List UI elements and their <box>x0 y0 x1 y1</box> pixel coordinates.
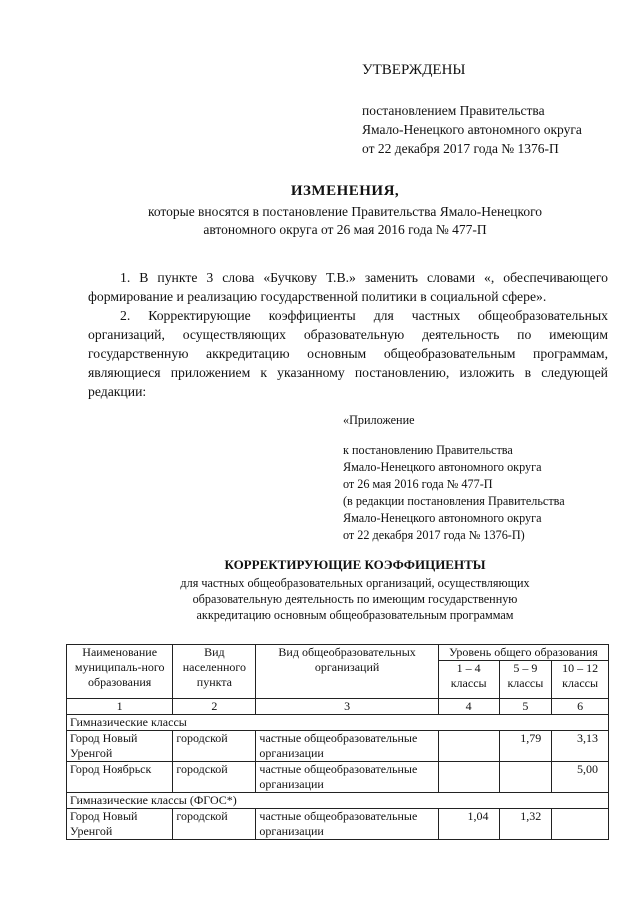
cell-settlement: городской <box>173 762 256 793</box>
header-org-type: Вид общеобразовательных организаций <box>256 645 438 699</box>
appendix-line: Ямало-Ненецкого автономного округа <box>343 511 542 525</box>
table-row <box>67 731 609 762</box>
approval-line: от 22 декабря 2017 года № 1376-П <box>362 141 559 156</box>
column-number: 2 <box>173 699 256 715</box>
coefficients-subtitle-line: образовательную деятельность по имеющим государственную <box>192 592 518 606</box>
coefficients-subtitle-line: для частных общеобразовательных организаций, осуществляющих <box>180 576 530 590</box>
appendix-line: Ямало-Ненецкого автономного округа <box>343 460 542 474</box>
cell-grades-5-9: 1,32 <box>499 809 552 840</box>
approval-title: УТВЕРЖДЕНЫ <box>362 62 466 78</box>
cell-org-type: частные общеобразовательные организации <box>256 731 438 762</box>
changes-subtitle-line: автономного округа от 26 мая 2016 года № 477-П <box>203 222 487 237</box>
changes-subtitle-line: которые вносятся в постановление Правительства Ямало-Ненецкого <box>147 204 543 219</box>
paragraph-1: 1. В пункте 3 слова «Бучкову Т.В.» заменить словами «, обеспечивающего формирование и реализацию государственной политики в социальной сфере». <box>88 270 608 304</box>
section-title: Гимназические классы (ФГОС*) <box>67 793 609 809</box>
header-municipality: Наименование муниципаль-ного образования <box>67 645 173 699</box>
column-number-row <box>67 699 609 715</box>
cell-org-type: частные общеобразовательные организации <box>256 762 438 793</box>
cell-municipality: Город Новый Уренгой <box>67 809 173 840</box>
cell-settlement: городской <box>173 731 256 762</box>
header-grades-1-4: 1 – 4 классы <box>438 661 499 699</box>
appendix-line: (в редакции постановления Правительства <box>343 494 565 508</box>
changes-title: ИЗМЕНЕНИЯ, <box>290 183 400 199</box>
coefficients-title: КОРРЕКТИРУЮЩИЕ КОЭФФИЦИЕНТЫ <box>224 557 486 572</box>
cell-grades-1-4 <box>438 731 499 762</box>
paragraph-2: 2. Корректирующие коэффициенты для частных общеобразовательных организаций, осуществляющих образовательную деятельность по имеющим государственную аккредитацию основным общеобразовательным программам, являющиеся приложением к указанному постановлению, изложить в следующей редакции: <box>88 308 608 399</box>
approval-line: постановлением Правительства <box>362 103 545 118</box>
section-title: Гимназические классы <box>67 715 609 731</box>
cell-settlement: городской <box>173 809 256 840</box>
cell-grades-10-12 <box>552 809 609 840</box>
coefficients-subtitle-line: аккредитацию основным общеобразовательным программам <box>196 608 514 622</box>
cell-municipality: Город Новый Уренгой <box>67 731 173 762</box>
cell-grades-10-12: 3,13 <box>552 731 609 762</box>
column-number: 4 <box>438 699 499 715</box>
table-row <box>67 809 609 840</box>
cell-org-type: частные общеобразовательные организации <box>256 809 438 840</box>
header-settlement: Вид населенного пункта <box>173 645 256 699</box>
section-row <box>67 715 609 731</box>
column-number: 5 <box>499 699 552 715</box>
appendix-line: от 26 мая 2016 года № 477-П <box>343 477 493 491</box>
appendix-title: «Приложение <box>343 413 415 427</box>
header-grades-10-12: 10 – 12 классы <box>552 661 609 699</box>
cell-grades-1-4 <box>438 762 499 793</box>
appendix-line: к постановлению Правительства <box>343 443 513 457</box>
table-row <box>67 762 609 793</box>
appendix-line: от 22 декабря 2017 года № 1376-П) <box>343 528 525 542</box>
cell-grades-1-4: 1,04 <box>438 809 499 840</box>
cell-municipality: Город Ноябрьск <box>67 762 173 793</box>
approval-line: Ямало-Ненецкого автономного округа <box>362 122 582 137</box>
cell-grades-5-9 <box>499 762 552 793</box>
coefficients-table <box>66 644 609 840</box>
table-header-row <box>67 645 609 661</box>
section-row <box>67 793 609 809</box>
cell-grades-10-12: 5,00 <box>552 762 609 793</box>
column-number: 6 <box>552 699 609 715</box>
column-number: 3 <box>256 699 438 715</box>
cell-grades-5-9: 1,79 <box>499 731 552 762</box>
header-level: Уровень общего образования <box>438 645 608 661</box>
column-number: 1 <box>67 699 173 715</box>
header-grades-5-9: 5 – 9 классы <box>499 661 552 699</box>
body-text <box>88 268 608 401</box>
